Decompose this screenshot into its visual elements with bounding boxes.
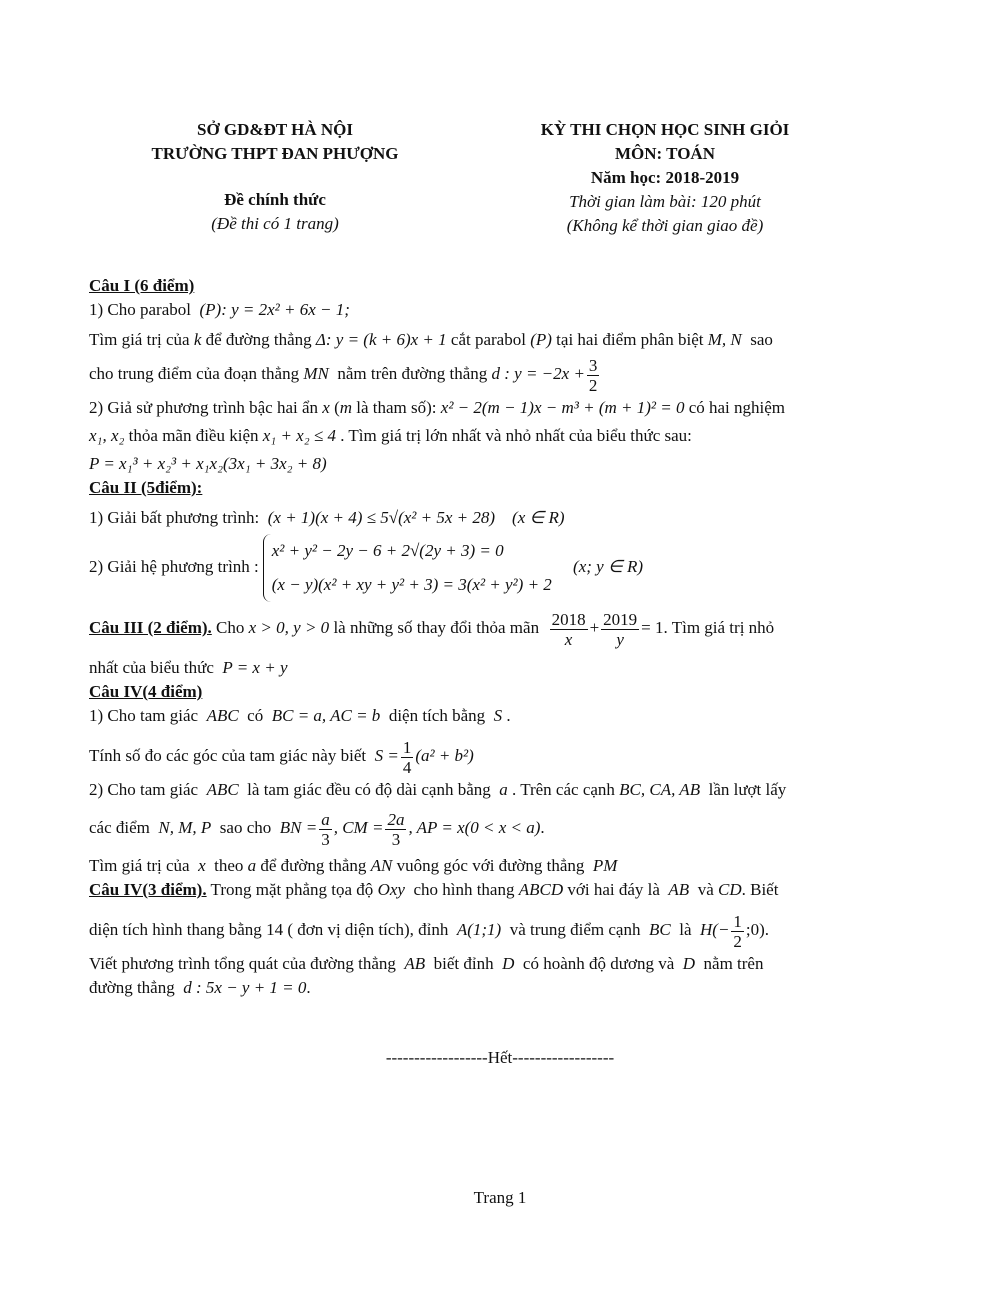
q4-line1: 1) Cho tam giác ABC có BC = a, AC = b diện tích bằng S . xyxy=(89,706,511,725)
q5-line4: đường thẳng d : 5x − y + 1 = 0. xyxy=(89,978,311,997)
q5-title: Câu IV(3 điểm). xyxy=(89,880,207,899)
time-limit: Thời gian làm bài: 120 phút xyxy=(569,192,761,211)
header-right xyxy=(485,118,845,238)
q5-line1: Câu IV(3 điểm). Trong mặt phẳng tọa độ Oxy cho hình thang ABCD với hai đáy là AB và CD. Biết xyxy=(89,880,779,899)
official-label: Đề chính thức xyxy=(224,190,326,209)
q1-line4: 2) Giả sử phương trình bậc hai ẩn x (m là tham số): x² − 2(m − 1)x − m³ + (m + 1)² = 0 có hai nghiệm xyxy=(89,398,786,417)
q1-expression: P = x₁³ + x₂³ + x₁x₂(3x₁ + 3x₂ + 8) xyxy=(89,454,327,473)
q2-line2: 2) Giải hệ phương trình : x² + y² − 2y − 6 + 2√(2y + 3) = 0 (x − y)(x² + xy + y² + 3) = 3(x² + y²) + 2 (x; y ∈ R) xyxy=(89,534,919,602)
q2-line1: 1) Giải bất phương trình: (x + 1)(x + 4) ≤ 5√(x² + 5x + 28) (x ∈ R) xyxy=(89,508,565,527)
q1-line3: cho trung điểm của đoạn thẳng MN nằm trên đường thẳng d : y = −2x + $\frac{3}{2}$ xyxy=(89,355,598,395)
q4-line5: Tìm giá trị của x theo a để đường thẳng AN vuông góc với đường thẳng PM xyxy=(89,856,618,875)
q1-line2: Tìm giá trị của k để đường thẳng Δ: y = (k + 6)x + 1 cắt parabol (P) tại hai điểm phân biệt M, N sao xyxy=(89,330,773,349)
page-count-note: (Đề thi có 1 trang) xyxy=(211,214,339,233)
q3-line2: nhất của biểu thức P = x + y xyxy=(89,658,288,677)
exam-title: KỲ THI CHỌN HỌC SINH GIỎI xyxy=(540,120,790,139)
header-left xyxy=(95,118,455,236)
q5-line2: diện tích hình thang bằng 14 ( đơn vị diện tích), đỉnh A(1;1) và trung điểm cạnh BC là H(− $\frac{1}{2}$ ;0). xyxy=(89,911,770,951)
q3-line1: Câu III (2 điểm). Cho x > 0, y > 0 là những số thay đổi thỏa mãn $\frac{2018}{x}$ + $\frac{2019}{y}$ = 1. Tìm giá trị nhỏ xyxy=(89,609,775,649)
subject: MÔN: TOÁN xyxy=(615,144,715,163)
department-name: SỞ GD&ĐT HÀ NỘI xyxy=(196,120,353,139)
q1-title: Câu I (6 điểm) xyxy=(89,276,195,295)
q4-line3: 2) Cho tam giác ABC là tam giác đều có độ dài cạnh bằng a . Trên các cạnh BC, CA, AB lần lượt lấy xyxy=(89,780,787,799)
q1-line5: x₁, x₂ thỏa mãn điều kiện x₁ + x₂ ≤ 4 . Tìm giá trị lớn nhất và nhỏ nhất của biểu thức sau: xyxy=(89,426,692,445)
page-number: Trang 1 xyxy=(473,1188,527,1207)
time-note: (Không kể thời gian giao đề) xyxy=(566,216,764,235)
q1-line1: 1) Cho parabol (P): y = 2x² + 6x − 1; xyxy=(89,300,350,319)
school-year: Năm học: 2018-2019 xyxy=(590,168,740,187)
q5-line3: Viết phương trình tổng quát của đường thẳng AB biết đỉnh D có hoành độ dương và D nằm trên xyxy=(89,954,764,973)
q4-title: Câu IV(4 điểm) xyxy=(89,682,203,701)
equation-system: x² + y² − 2y − 6 + 2√(2y + 3) = 0 (x − y)(x² + xy + y² + 3) = 3(x² + y²) + 2 xyxy=(263,534,552,602)
q4-line4: các điểm N, M, P sao cho BN = $\frac{a}{3}$ , CM = $\frac{2a}{3}$ , AP = x(0 < x < a). xyxy=(89,809,545,849)
q3-title: Câu III (2 điểm). xyxy=(89,618,212,637)
q4-line2: Tính số đo các góc của tam giác này biết S = $\frac{1}{4}$ (a² + b²) xyxy=(89,737,474,777)
fraction-three-halves: $\frac{3}{2}$ xyxy=(588,355,598,395)
q2-title: Câu II (5điểm): xyxy=(89,478,203,497)
end-marker: ------------------Hết------------------ xyxy=(385,1048,615,1067)
school-name: TRƯỜNG THPT ĐAN PHƯỢNG xyxy=(151,144,399,163)
exam-body xyxy=(89,274,919,1000)
